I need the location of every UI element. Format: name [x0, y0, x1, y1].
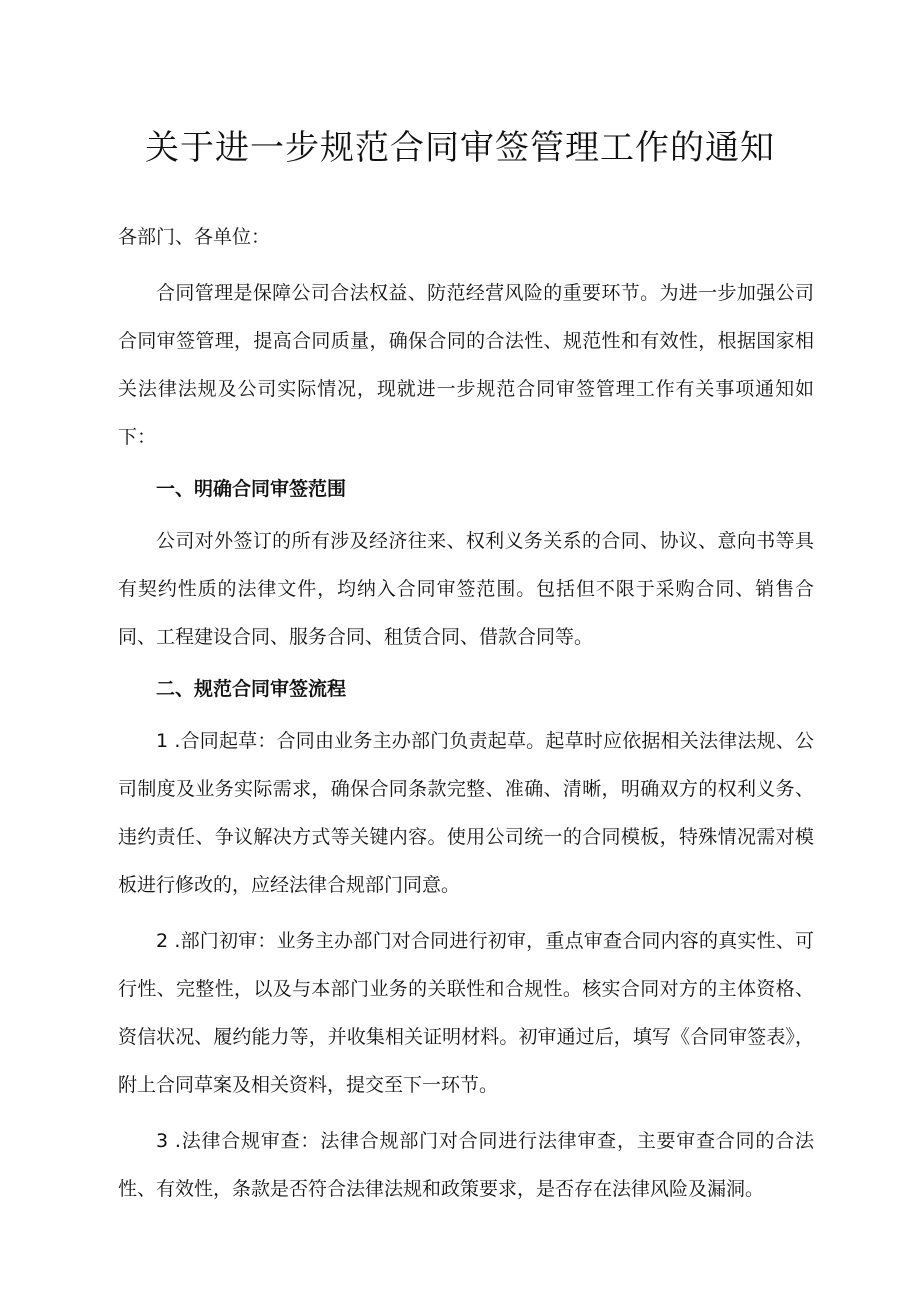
section1-body: 公司对外签订的所有涉及经济往来、权利义务关系的合同、协议、意向书等具有契约性质的法律文件，均纳入合同审签范围。包括但不限于采购合同、销售合同、工程建设合同、服务合同、租赁合同、借款合同等。: [118, 530, 814, 648]
section2-heading: 二、规范合同审签流程: [156, 678, 347, 700]
section1-heading: 一、明确合同审签范围: [156, 478, 347, 500]
section2-item1: 1 .合同起草：合同由业务主办部门负责起草。起草时应依据相关法律法规、公司制度及业务实际需求，确保合同条款完整、准确、清晰，明确双方的权利义务、违约责任、争议解决方式等关键内容。使用公司统一的合同模板，特殊情况需对模板进行修改的，应经法律合规部门同意。: [118, 730, 814, 896]
section2-item2: 2 .部门初审：业务主办部门对合同进行初审，重点审查合同内容的真实性、可行性、完整性，以及与本部门业务的关联性和合规性。核实合同对方的主体资格、资信状况、履约能力等，并收集相关证明材料。初审通过后，填写《合同审签表》，附上合同草案及相关资料，提交至下一环节。: [118, 930, 814, 1096]
document-body: [118, 213, 814, 1213]
document-title: 关于进一步规范合同审签管理工作的通知: [145, 128, 775, 168]
salutation: 各部门、各单位：: [118, 226, 271, 248]
intro-paragraph: 合同管理是保障公司合法权益、防范经营风险的重要环节。为进一步加强公司合同审签管理，提高合同质量，确保合同的合法性、规范性和有效性，根据国家相关法律法规及公司实际情况，现就进一步规范合同审签管理工作有关事项通知如下：: [118, 282, 814, 448]
section2-item3: 3 .法律合规审查：法律合规部门对合同进行法律审查，主要审查合同的合法性、有效性，条款是否符合法律法规和政策要求，是否存在法律风险及漏洞。: [118, 1130, 814, 1200]
